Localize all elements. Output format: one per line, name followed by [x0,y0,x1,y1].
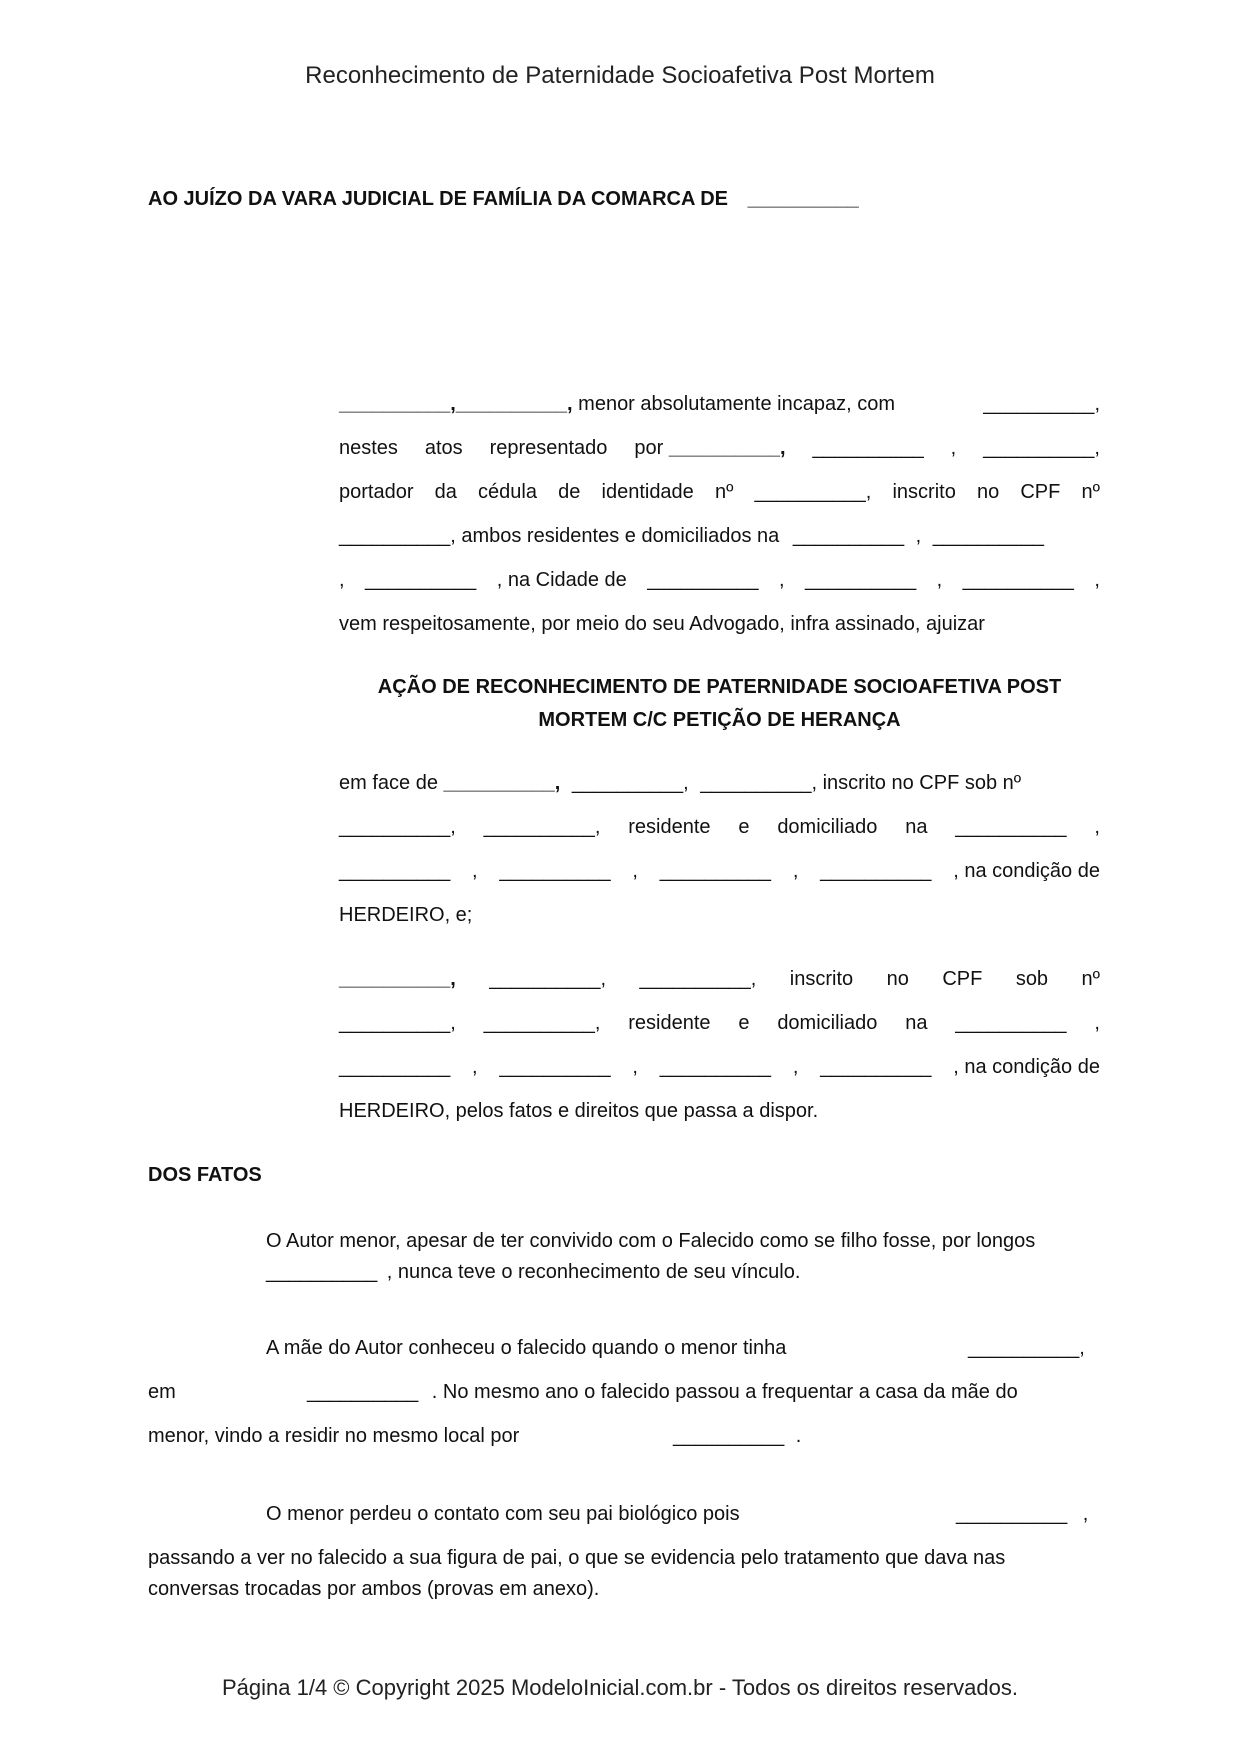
heir2-number-blank: __________ [339,1056,451,1078]
city-blank: __________ [647,569,759,591]
comma: , [750,968,757,990]
heir1-city-blank: __________ [659,860,772,882]
word: nestes [339,437,398,459]
qualification-line-3 [339,481,1100,504]
heir1-name-blank: __________ [443,772,555,794]
comma: , [567,393,573,415]
cep-blank: __________ [962,569,1074,591]
word: nº [1081,968,1100,990]
comma: , [632,1056,638,1078]
word: inscrito [892,481,956,503]
comma: , [792,1056,799,1078]
comma: , [600,968,607,990]
action-title-line-1: AÇÃO DE RECONHECIMENTO DE PATERNIDADE SOCIOAFETIVA POST [377,676,1062,698]
comma: , [1094,393,1100,415]
comma: , [1094,816,1100,838]
word: residente [628,816,711,838]
state-blank: __________ [804,569,917,591]
age-at-meeting-blank: __________ [968,1337,1080,1359]
comma: , [1094,437,1100,459]
heir1-status-blank: __________ [700,772,812,794]
respondent-text: , na condição de [953,1056,1100,1078]
facts-p2-line-3-end [673,1425,801,1448]
facts-p2-line-3: menor, vindo a residir no mesmo local por [148,1425,520,1447]
word: atos [424,437,463,459]
representative-name-blank: __________ [668,437,781,459]
comma: , [1082,1503,1089,1525]
page-footer: Página 1/4 © Copyright 2025 ModeloInicial.com.br - Todos os direitos reservados. [222,1675,1018,1700]
facts-p2-line-1-end [968,1337,1085,1360]
word: CPF [942,968,983,990]
duration-blank: __________ [266,1261,378,1283]
heir2-city-blank: __________ [659,1056,772,1078]
word: da [434,481,457,503]
respondent2-line-4: HERDEIRO, pelos fatos e direitos que passa a dispor. [339,1100,819,1122]
word: representado [489,437,608,459]
age-blank: __________ [983,393,1095,415]
word: e [738,1012,750,1034]
respondent2-line-3 [339,1056,1100,1079]
word: no [886,968,909,990]
representative-nationality-blank: __________ [812,437,924,459]
comma: , [554,772,561,794]
facts-p2-line-1: A mãe do Autor conheceu o falecido quando o menor tinha [266,1337,787,1359]
respondent-text: , inscrito no CPF sob nº [811,772,1022,794]
facts-heading: DOS FATOS [148,1164,262,1186]
comma: , [1094,569,1100,591]
comma: , [472,860,478,882]
respondent1-line-3 [339,860,1100,883]
heir1-cpf-blank: __________ [339,816,451,838]
heir2-rg-blank: __________ [483,1012,595,1034]
facts-text: , nunca teve o reconhecimento de seu vínculo. [386,1261,801,1283]
word: inscrito [789,968,854,990]
facts-p3-line-1: O menor perdeu o contato com seu pai biológico pois [266,1503,740,1525]
year-blank: __________ [307,1381,419,1403]
respondent-text: , na condição de [953,860,1100,882]
word: nº [714,481,734,503]
facts-p1-line-1: O Autor menor, apesar de ter convivido com o Falecido como se filho fosse, por longos [266,1230,1036,1252]
representative-status-blank: __________ [983,437,1095,459]
word: no [976,481,1000,503]
facts-p1-line-2 [266,1261,800,1284]
addressee-text: AO JUÍZO DA VARA JUDICIAL DE FAMÍLIA DA COMARCA DE [148,188,729,210]
comma: , [339,569,345,591]
heir2-street-blank: __________ [955,1012,1067,1034]
heir2-name-blank: __________ [339,968,451,990]
comma: , [450,968,456,990]
comma: , [594,1012,601,1034]
comma: , [594,816,601,838]
heir1-street-blank: __________ [955,816,1067,838]
comma: , [915,525,922,547]
comma: , [936,569,943,591]
heir1-rg-blank: __________ [483,816,595,838]
heir2-nationality-blank: __________ [489,968,601,990]
facts-p3-line-1-end [956,1503,1088,1526]
qualification-text: menor absolutamente incapaz, com [578,393,895,415]
rg-blank: __________ [754,481,866,503]
comma: , [778,569,785,591]
facts-p2-line-2 [307,1381,1018,1404]
respondent1-line-2 [339,816,1100,839]
comma: , [450,1012,456,1034]
respondent2-line-1 [339,968,1100,991]
heir1-district-blank: __________ [499,860,611,882]
respondent2-line-2 [339,1012,1100,1035]
qualification-line-4 [339,525,1100,548]
heir2-district-blank: __________ [499,1056,611,1078]
comarca-blank: __________ [747,188,859,210]
word: nº [1081,481,1100,503]
respondent1-line-1 [339,772,1100,795]
action-title-line-2: MORTEM C/C PETIÇÃO DE HERANÇA [538,709,901,731]
heir1-state-blank: __________ [820,860,932,882]
respondent1-line-4: HERDEIRO, e; [339,904,473,926]
word: por [634,437,664,459]
word: domiciliado [777,816,878,838]
period: . [795,1425,802,1447]
qualification-line-2 [339,437,1100,460]
author-nationality-blank: __________ [455,393,568,415]
word: e [738,816,750,838]
comma: , [780,437,786,459]
comma: , [472,1056,478,1078]
facts-p3-line-3: conversas trocadas por ambos (provas em anexo). [148,1578,600,1600]
qualification-line-6: vem respeitosamente, por meio do seu Advogado, infra assinado, ajuizar [339,613,985,635]
heir1-number-blank: __________ [339,860,451,882]
word: de [558,481,581,503]
heir2-state-blank: __________ [820,1056,932,1078]
number-blank: __________ [932,525,1045,547]
comma: , [450,816,456,838]
word: cédula [478,481,537,503]
comma: , [950,437,957,459]
qualification-line-1 [339,393,1100,416]
heir2-cpf-blank: __________ [339,1012,451,1034]
word: portador [339,481,414,503]
comma: , [450,393,456,415]
qualification-line-5 [339,569,1100,592]
word: identidade [601,481,694,503]
word: domiciliado [777,1012,878,1034]
facts-p2-line-2-start: em [148,1381,176,1403]
facts-text: . No mesmo ano o falecido passou a frequentar a casa da mãe do [431,1381,1018,1403]
word: na [905,1012,928,1034]
word: residente [628,1012,711,1034]
heir2-status-blank: __________ [639,968,751,990]
addressee [148,188,859,211]
page-header-title: Reconhecimento de Paternidade Socioafetiva Post Mortem [305,62,935,89]
respondent-text: em face de [339,772,438,794]
comma: , [865,481,872,503]
qualification-text: , ambos residentes e domiciliados na [450,525,780,547]
comma: , [1079,1337,1085,1359]
heir1-nationality-blank: __________ [571,772,684,794]
facts-p3-line-2: passando a ver no falecido a sua figura de pai, o que se evidencia pelo tratamento que dava nas [148,1547,1006,1569]
author-name-blank: __________ [339,393,451,415]
district-blank: __________ [365,569,477,591]
comma: , [1094,1012,1100,1034]
street-blank: __________ [792,525,905,547]
comma: , [683,772,689,794]
comma: , [632,860,638,882]
word: na [905,816,928,838]
comma: , [792,860,799,882]
residence-period-blank: __________ [673,1425,785,1447]
word: sob [1015,968,1049,990]
reason-blank: __________ [956,1503,1068,1525]
qualification-text: , na Cidade de [496,569,627,591]
cpf-blank: __________ [339,525,451,547]
word: CPF [1020,481,1061,503]
